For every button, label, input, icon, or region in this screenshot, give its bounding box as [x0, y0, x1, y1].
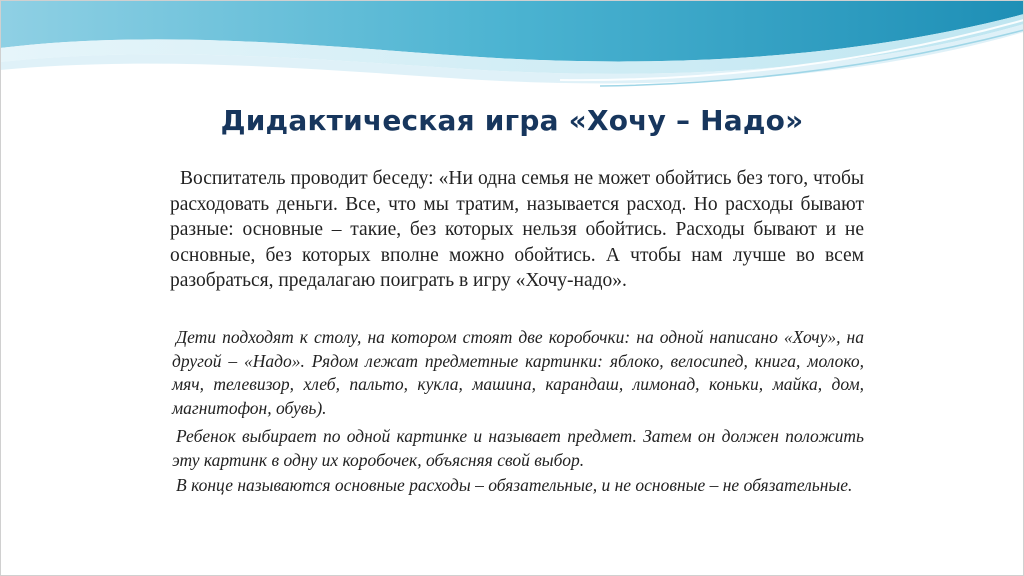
- wave-header-decoration: [0, 0, 1024, 90]
- italic-paragraph-children: Дети подходят к столу, на котором стоят две коробочки: на одной написано «Хочу», на другой – «Надо». Рядом лежат предметные картинки: яблоко, велосипед, книга, молоко, мяч, телевизор, хлеб, пальто, кукла, машина, карандаш, лимонад, коньки, майка, дом, магнитофон, обувь).: [172, 327, 864, 418]
- italic-paragraph-conclusion: В конце называются основные расходы – обязательные, и не основные – не обязательные.: [176, 475, 853, 495]
- italic-paragraph-child-choice: Ребенок выбирает по одной картинке и называет предмет. Затем он должен положить эту картинк в одну их коробочек, объясняя свой выбор.: [172, 426, 864, 470]
- slide-title: Дидактическая игра «Хочу – Надо»: [220, 104, 804, 137]
- main-paragraph: Воспитатель проводит беседу: «Ни одна семья не может обойтись без того, чтобы расходовать деньги. Все, что мы тратим, называется расход. Но расходы бывают разные: основные – такие, без которых нельзя обойтись. Расходы бывают и не основные, без которых вполне можно обойтись. А чтобы нам лучше во всем разобраться, предалагаю поиграть в игру «Хочу-надо».: [170, 168, 864, 291]
